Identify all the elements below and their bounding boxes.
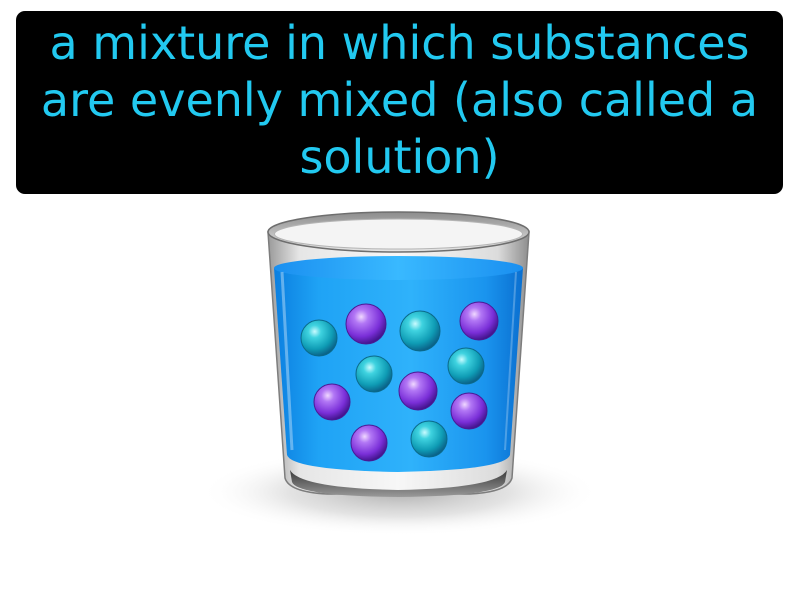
solute-particle-purple	[460, 302, 498, 340]
solute-particle-purple	[351, 425, 387, 461]
solute-particle-purple	[314, 384, 350, 420]
solute-particle-teal	[411, 421, 447, 457]
solute-particle-purple	[346, 304, 386, 344]
solute-particle-teal	[301, 320, 337, 356]
solute-particle-teal	[356, 356, 392, 392]
liquid-surface	[274, 256, 523, 280]
glass-rim-inner	[275, 219, 523, 249]
solute-particle-teal	[448, 348, 484, 384]
solute-particle-purple	[451, 393, 487, 429]
blue-liquid	[274, 268, 523, 472]
solute-particle-purple	[399, 372, 437, 410]
solute-particle-teal	[400, 311, 440, 351]
definition-text: a mixture in which substances are evenly mixed (also called a solution)	[40, 16, 759, 184]
